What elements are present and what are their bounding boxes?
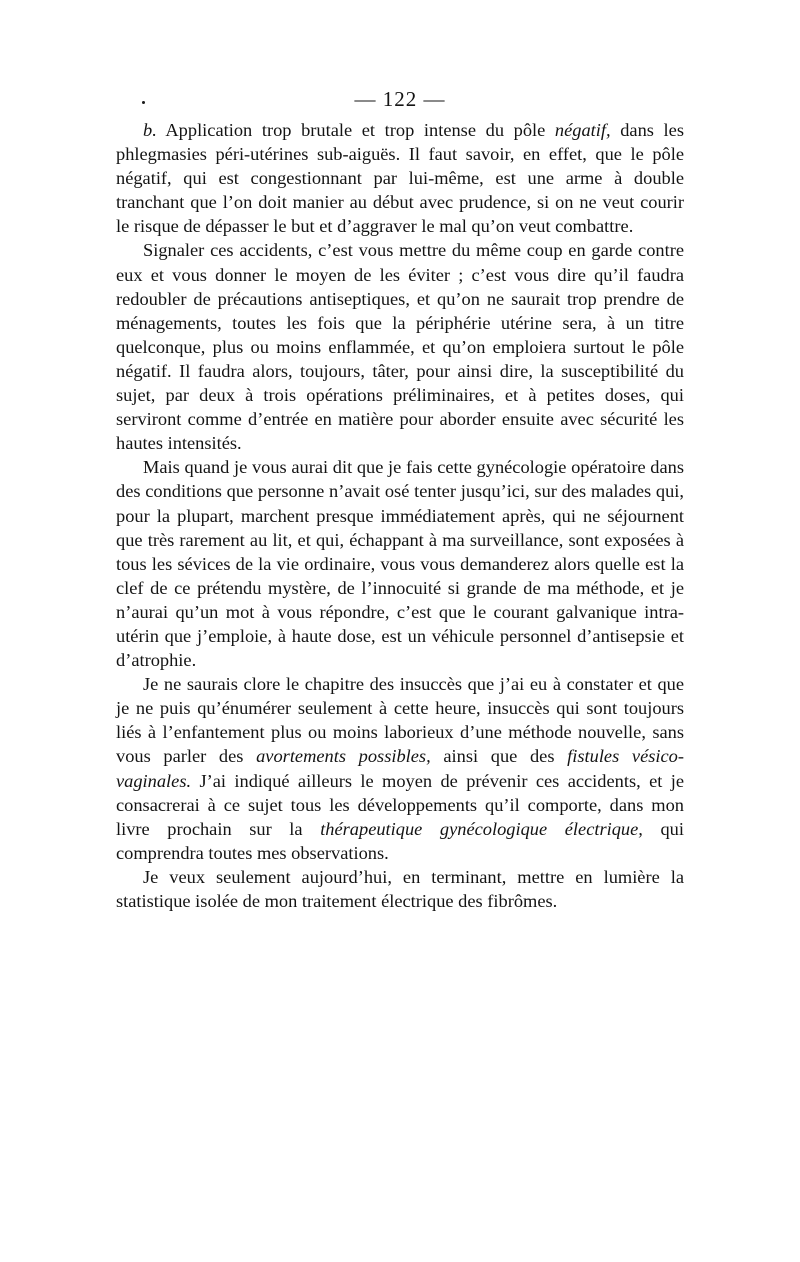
text-run: Je veux seulement aujourd’hui, en terminant, mettre en lumière la statistique isolée de mon traitement électrique des fibrômes. (116, 866, 684, 911)
text-run: Application trop brutale et trop intense du pôle (156, 120, 555, 140)
text-run: Je ne saurais clore le chapitre des insuccès que j’ai eu à constater et que je ne puis qu’énumérer seulement à cette heure, insuccès qui sont toujours liés à l’enfantement plus ou moins laborieux d’une méthode nouvelle, sans vous parler des (116, 674, 684, 767)
text-run: qui comprendra toutes mes observations. (116, 818, 684, 863)
page-number: — 122 — (354, 87, 446, 111)
italic-text-run: b. (143, 120, 157, 140)
body-text (116, 118, 684, 913)
italic-text-run: fistules vésico-vaginales. (116, 746, 684, 791)
text-run: dans les phlegmasies péri-utérines sub-aiguës. Il faut savoir, en effet, que le pôle négatif, qui est congestionnant par lui-même, est une arme à double tranchant que l’on doit manier au début avec prudence, si on ne veut courir le risque de dépasser le but et d’aggraver le mal qu’on veut combattre. (116, 120, 684, 237)
text-run: J’ai indiqué ailleurs le moyen de prévenir ces accidents, et je consacrerai à ce sujet tous les développements qu’il comporte, dans mon livre prochain sur la (116, 770, 684, 839)
text-run: Mais quand je vous aurai dit que je fais cette gynécologie opératoire dans des conditions que personne n’avait osé tenter jusqu’ici, sur des malades qui, pour la plupart, marchent presque immédiatement après, qui ne séjournent que très rarement au lit, et qui, échappant à ma surveillance, sont exposées à tous les sévices de la vie ordinaire, vous vous demanderez alors quelle est la clef de ce prétendu mystère, de l’innocuité si grande de ma méthode, et je n’aurai qu’un mot à vous répondre, c’est que le courant galvanique intra-utérin que j’emploie, à haute dose, est un véhicule personnel d’antisepsie et d’atrophie. (116, 457, 684, 671)
text-run: Signaler ces accidents, c’est vous mettre du même coup en garde contre eux et vous donner le moyen de les éviter ; c’est vous dire qu’il faudra redoubler de précautions antiseptiques, et qu’on ne saurait trop prendre de ménagements, toutes les fois que la périphérie utérine sera, à un titre quelconque, plus ou moins enflammée, et qu’on emploiera surtout le pôle négatif. Il faudra alors, toujours, tâter, pour ainsi dire, la susceptibilité du sujet, par deux à trois opérations préliminaires, et à petites doses, qui serviront comme d’entrée en matière pour aborder ensuite avec sécurité les hautes intensités. (116, 240, 684, 454)
paragraph (116, 865, 684, 913)
paragraph (116, 672, 684, 865)
italic-text-run: avortements possibles, (256, 746, 431, 767)
paragraph (116, 455, 684, 672)
paragraph (116, 238, 684, 455)
italic-text-run: thérapeutique gynécologique électrique, (320, 818, 643, 839)
italic-text-run: négatif, (554, 120, 611, 140)
text-run: ainsi que des (430, 746, 568, 767)
paragraph (116, 118, 684, 238)
